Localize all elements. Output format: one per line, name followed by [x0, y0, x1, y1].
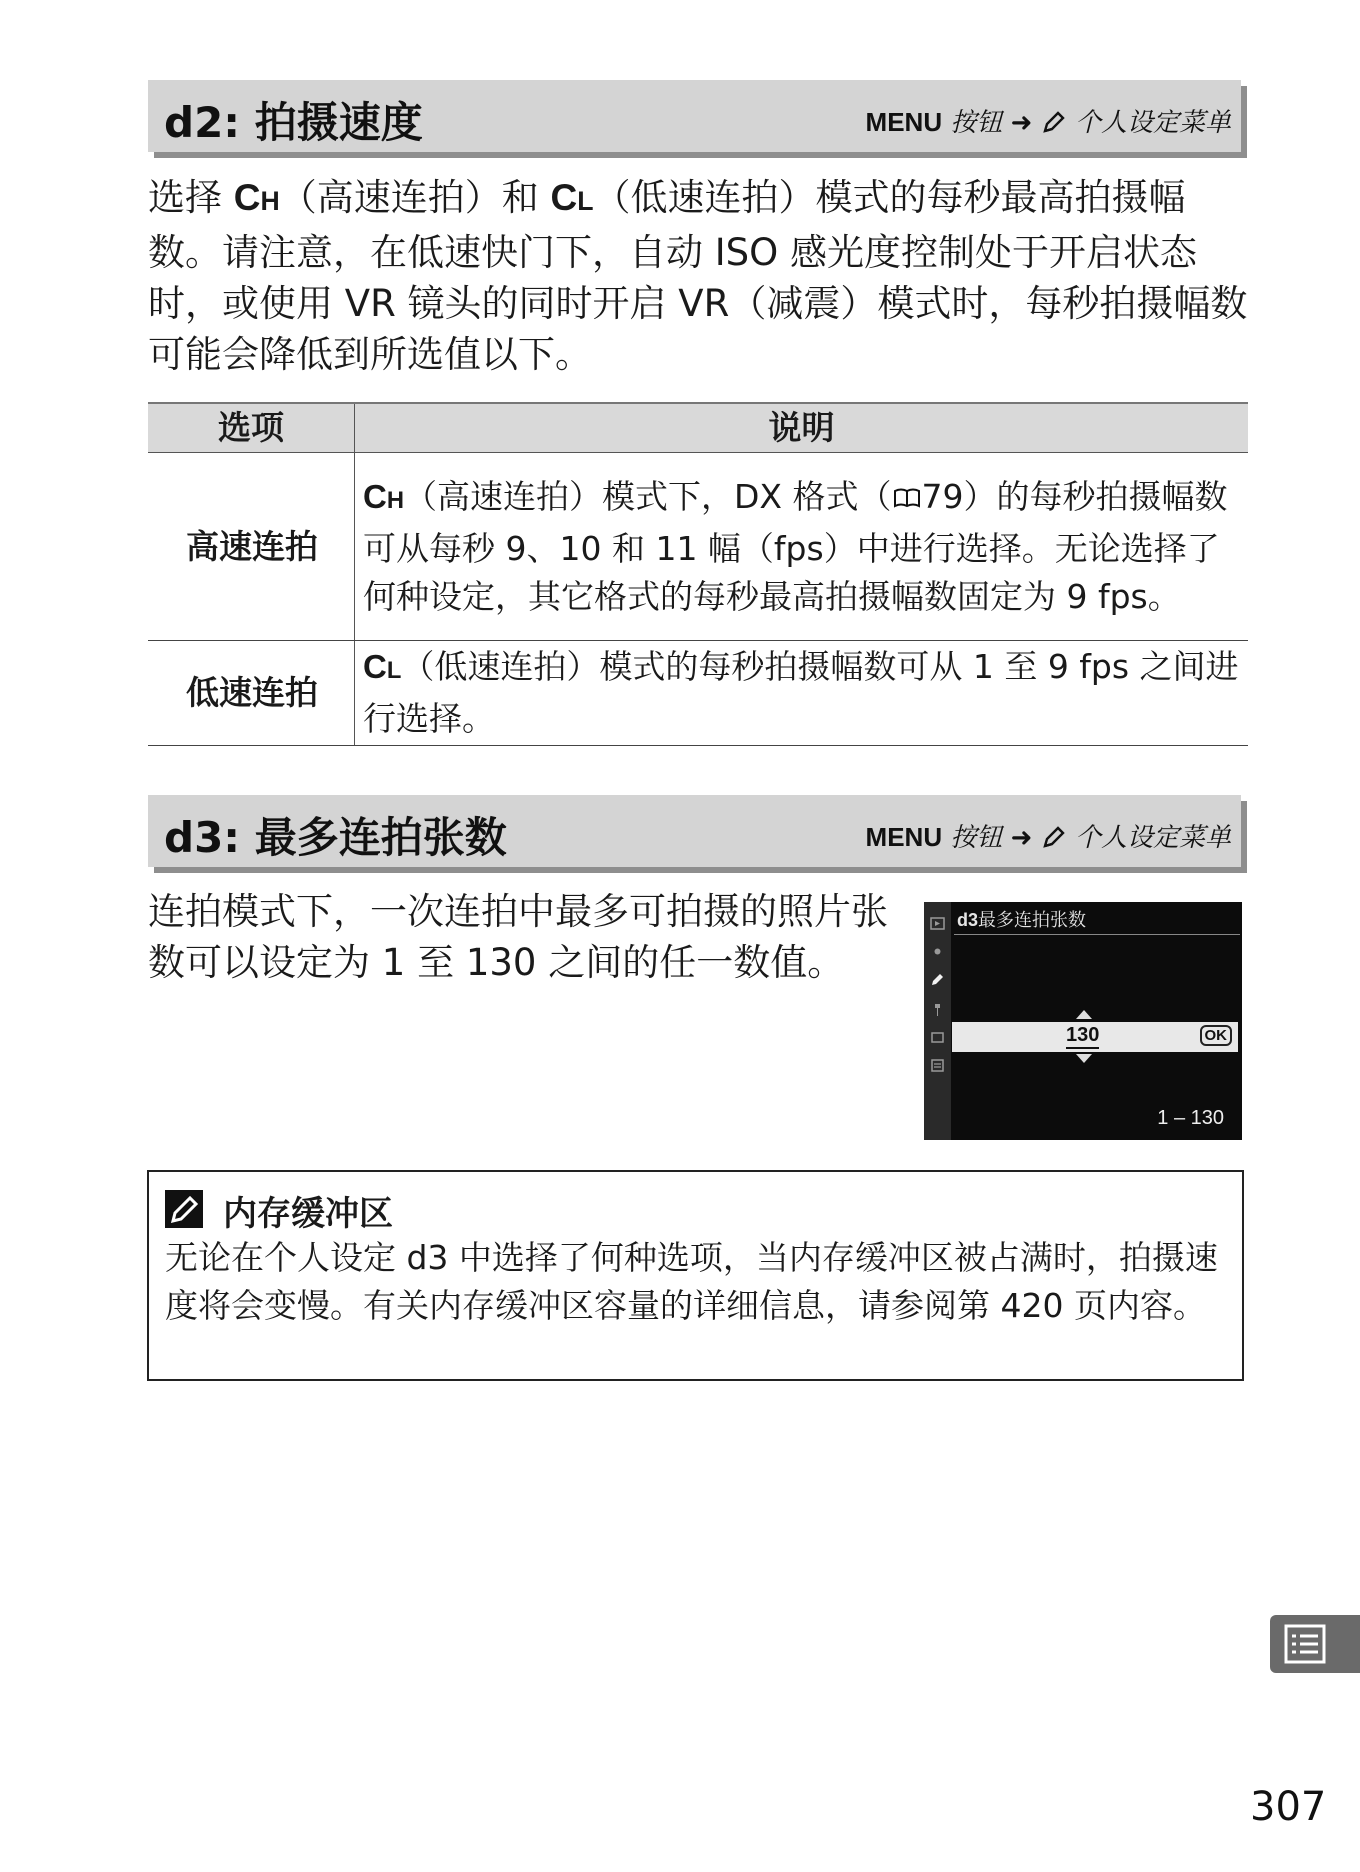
d2-intro-part: （高速连拍）和: [279, 176, 551, 219]
mode-sub: L: [577, 186, 594, 216]
desc-ref: 79: [921, 476, 964, 516]
screen-title-text: 最多连拍张数: [978, 910, 1087, 931]
arrow-icon: ➜: [1010, 108, 1033, 138]
d3-title-code: d3: [164, 813, 224, 862]
menu-list-icon: [1284, 1624, 1326, 1664]
note-box: [147, 1170, 1244, 1381]
option-high-speed: 高速连拍: [148, 453, 355, 641]
camera-menu-screen: [924, 902, 1242, 1140]
menu-word: MENU: [865, 107, 943, 137]
d2-intro: [148, 172, 1248, 380]
d3-title-sep: :: [223, 813, 241, 862]
menu-name: 个人设定菜单: [1074, 108, 1231, 138]
d2-title-sep: :: [223, 98, 241, 147]
cl-mode-icon: [551, 177, 594, 218]
screen-code: d3: [957, 910, 979, 930]
playback-icon: [930, 916, 945, 931]
description-low-speed: [355, 641, 1249, 746]
my-menu-icon: [930, 1058, 945, 1073]
table-row: [148, 641, 1248, 746]
screen-title: [957, 906, 1086, 932]
desc-text: ）的每秒拍摄幅数可从每秒 9、10 和 11 幅（fps）中进行选择。无论选择了何种设定，其它格式的每秒最高拍摄幅数固定为 9 fps。: [363, 476, 1228, 616]
header-option: 选项: [148, 403, 355, 453]
screen-divider: [954, 934, 1240, 935]
d3-title: [164, 805, 507, 865]
pencil-icon: [1041, 824, 1067, 850]
menu-name: 个人设定菜单: [1074, 823, 1231, 853]
menu-button-word: 按钮: [950, 823, 1003, 853]
page-reference-icon: [892, 486, 922, 510]
mode-sub: L: [386, 657, 402, 684]
desc-text: （低速连拍）模式的每秒拍摄幅数可从 1 至 9 fps 之间进行选择。: [363, 647, 1239, 738]
d2-intro-part: （低速连拍）模式的每秒最高拍摄幅数。请注意，在低速快门下，自动 ISO 感光度控制处于开启状态时，或使用 VR 镜头的同时开启 VR（减震）模式时，每秒拍摄幅数可能会降低到所选值以下。: [148, 176, 1248, 376]
desc-text: （高速连拍）模式下，DX 格式（: [404, 476, 892, 516]
menu-button-word: 按钮: [950, 108, 1003, 138]
note-body: 无论在个人设定 d3 中选择了何种选项，当内存缓冲区被占满时，拍摄速度将会变慢。有关内存缓冲区容量的详细信息，请参阅第 420 页内容。: [165, 1238, 1218, 1325]
note-title: 内存缓冲区: [223, 1194, 393, 1234]
page-number: 307: [1250, 1784, 1327, 1830]
arrow-icon: ➜: [1010, 823, 1033, 853]
setup-wrench-icon: [930, 1002, 945, 1017]
mode-sub: H: [260, 186, 280, 216]
selected-value[interactable]: 130: [1066, 1024, 1099, 1049]
table-header-row: [148, 403, 1248, 453]
cl-mode-icon: [363, 648, 401, 685]
d2-title-code: d2: [164, 98, 224, 147]
d3-body: 连拍模式下，一次连拍中最多可拍摄的照片张数可以设定为 1 至 130 之间的任一数值。: [148, 890, 888, 984]
section-tab-marker: [1270, 1615, 1360, 1673]
shooting-icon: [930, 944, 945, 959]
d3-title-text: 最多连拍张数: [254, 813, 507, 862]
d3-section-header: [148, 795, 1241, 867]
d2-title-text: 拍摄速度: [254, 98, 423, 147]
d2-section-header: [148, 80, 1241, 152]
mode-sub: H: [386, 486, 404, 514]
option-low-speed: 低速连拍: [148, 641, 355, 746]
value-range: 1 – 130: [1157, 1107, 1224, 1129]
arrow-up-icon[interactable]: [1076, 1010, 1092, 1019]
menu-sidebar: [924, 902, 951, 1140]
mode-letter: C: [363, 648, 387, 685]
retouch-icon: [930, 1030, 945, 1045]
menu-word: MENU: [865, 822, 943, 852]
d2-menu-path: [866, 102, 1231, 139]
d2-intro-part: 选择: [148, 176, 234, 219]
ch-mode-icon: [363, 478, 404, 515]
pencil-icon: [1041, 109, 1067, 135]
d2-title: [164, 90, 423, 150]
arrow-down-icon[interactable]: [1076, 1054, 1092, 1063]
description-high-speed: [355, 453, 1249, 641]
note-pencil-icon: [165, 1190, 203, 1228]
d3-menu-path: [866, 817, 1231, 854]
table-row: [148, 453, 1248, 641]
header-description: 说明: [355, 403, 1249, 453]
ch-mode-icon: [234, 177, 280, 218]
d2-options-table: [148, 402, 1248, 746]
mode-letter: C: [363, 477, 387, 515]
mode-letter: C: [233, 177, 261, 218]
mode-letter: C: [550, 177, 578, 218]
ok-button[interactable]: OK: [1200, 1025, 1233, 1046]
custom-pencil-icon: [930, 972, 945, 987]
